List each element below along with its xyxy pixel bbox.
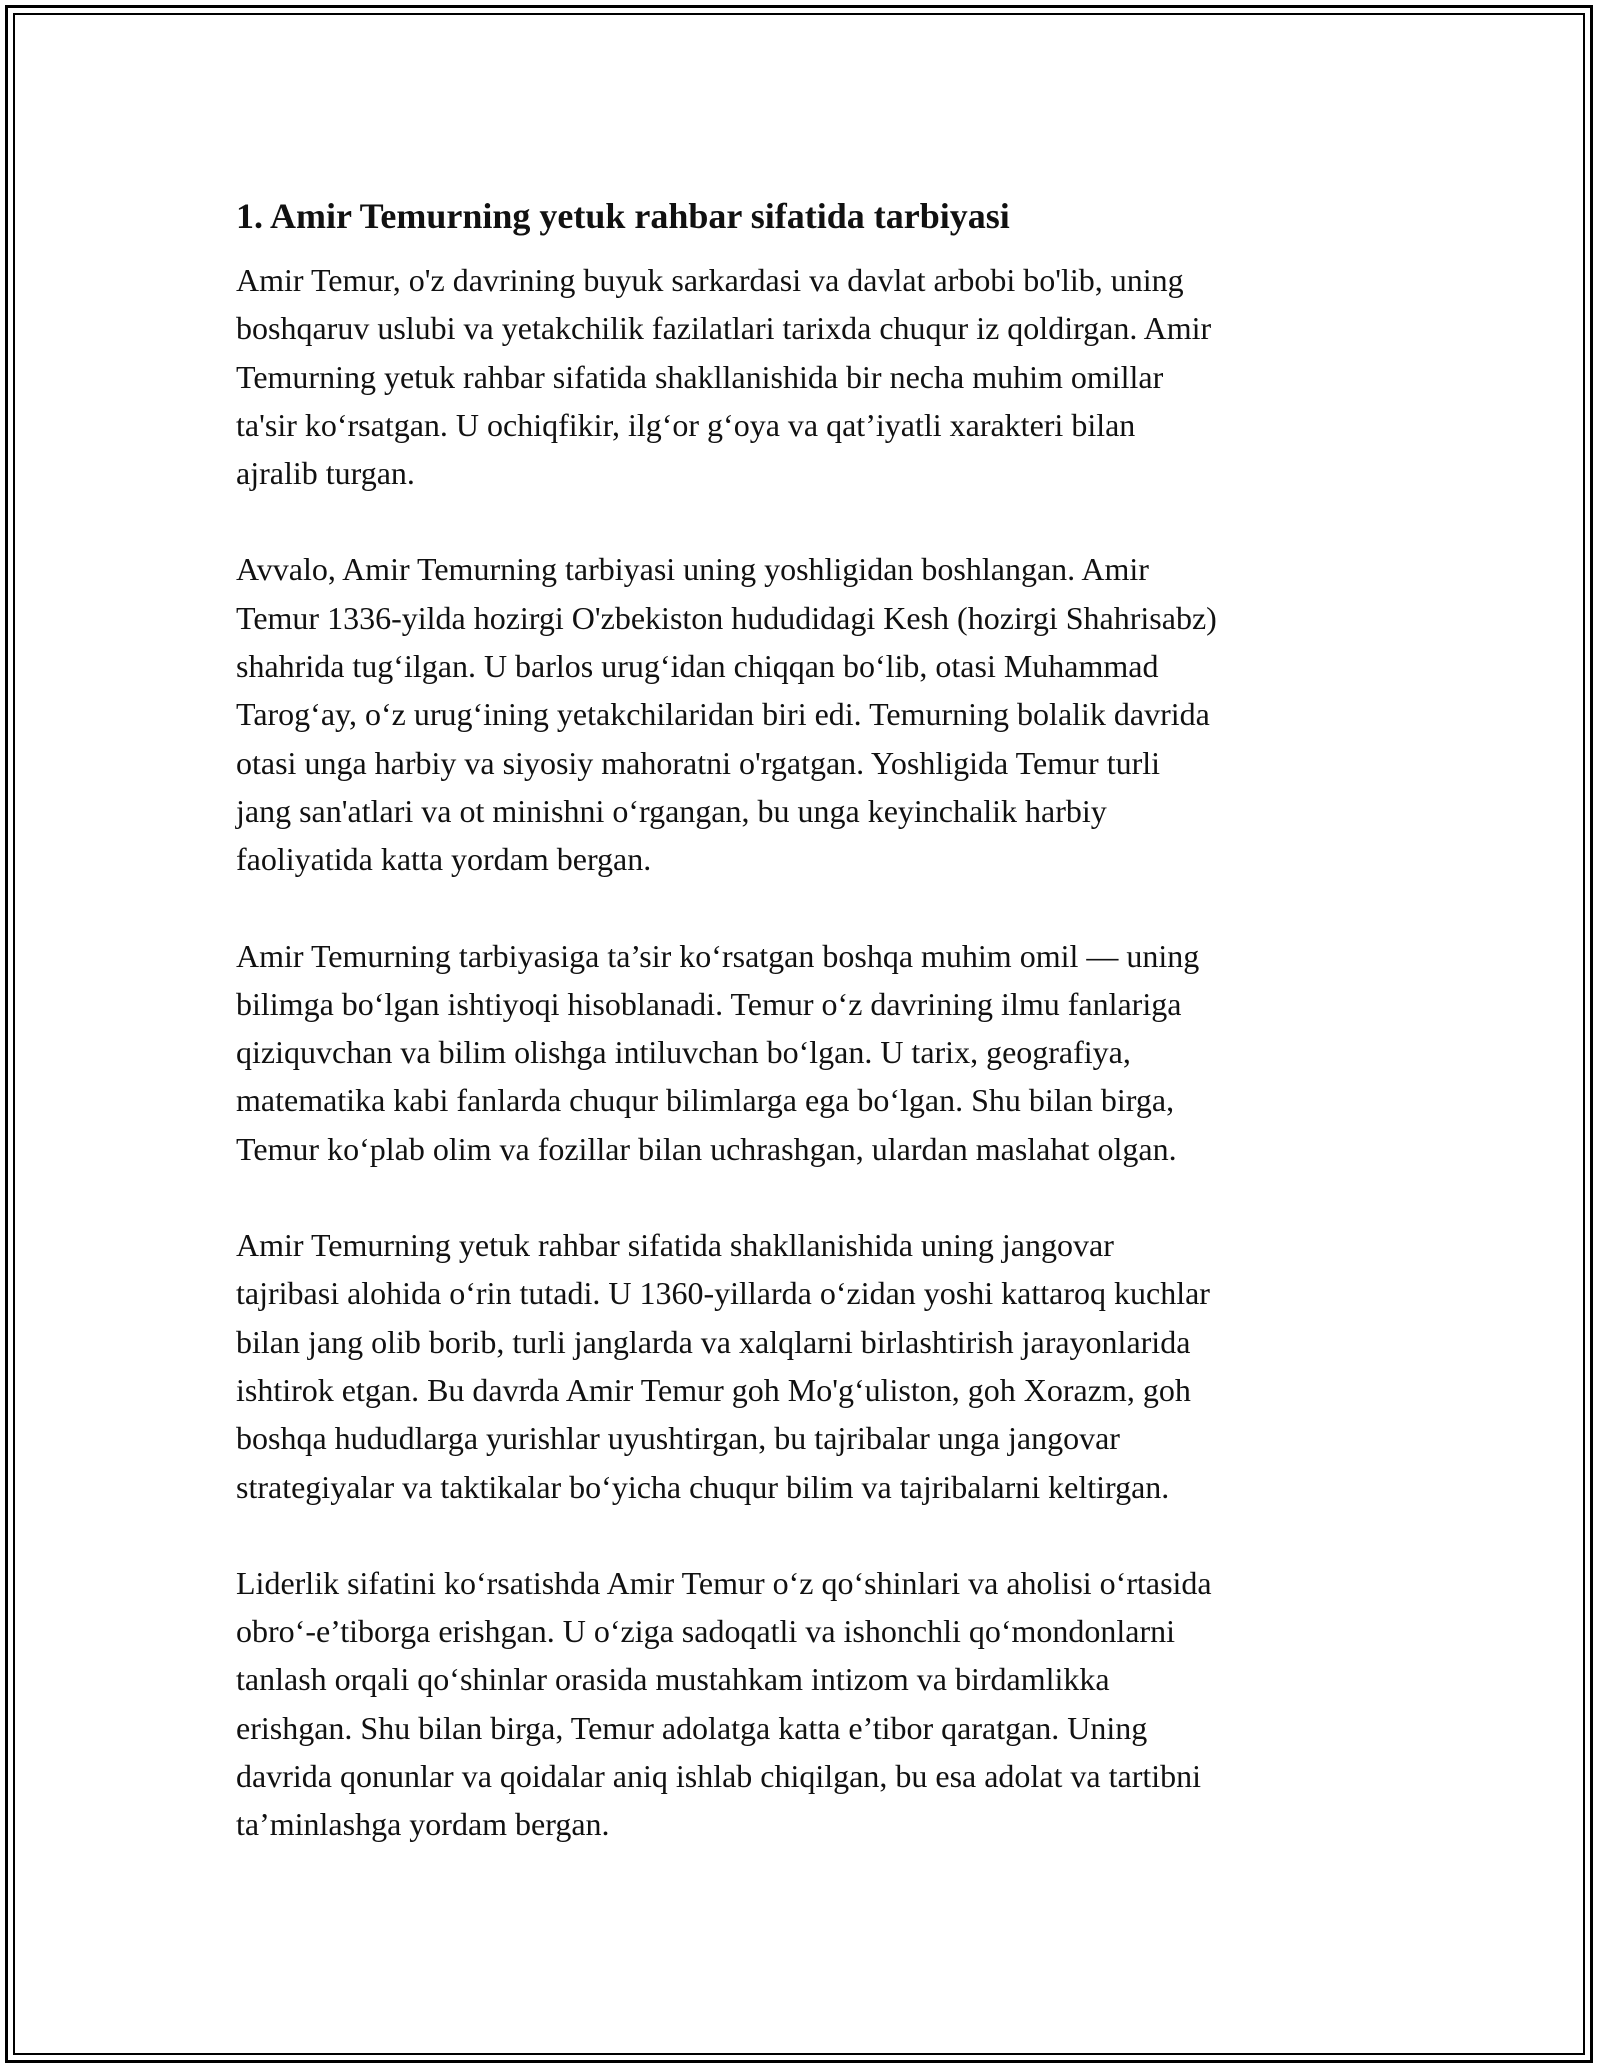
paragraph-4: Amir Temurning yetuk rahbar sifatida shakllanishida uning jangovar tajribasi alohida o‘rin tutadi. U 1360-yillarda o‘zidan yoshi kattaroq kuchlar bilan jang olib borib, turli janglarda va xalqlarni birlashtirish jarayonlarida ishtirok etgan. Bu davrda Amir Temur goh Mo'g‘uliston, goh Xorazm, goh boshqa hududlarga yurishlar uyushtirgan, bu tajribalar unga jangovar strategiyalar va taktikalar bo‘yicha chuqur bilim va tajribalarni keltirgan.: [236, 1227, 1210, 1505]
paragraph-1: Amir Temur, o'z davrining buyuk sarkardasi va davlat arbobi bo'lib, uning boshqaruv uslubi va yetakchilik fazilatlari tarixda chuqur iz qoldirgan. Amir Temurning yetuk rahbar sifatida shakllanishida bir necha muhim omillar ta'sir ko‘rsatgan. U ochiqfikir, ilg‘or g‘oya va qat’iyatli xarakteri bilan ajralib turgan.: [236, 262, 1212, 492]
paragraph-2: Avvalo, Amir Temurning tarbiyasi uning yoshligidan boshlangan. Amir Temur 1336-yilda hozirgi O'zbekiston hududidagi Kesh (hozirgi Shahrisabz) shahrida tug‘ilgan. U barlos urug‘idan chiqqan bo‘lib, otasi Muhammad Tarog‘ay, o‘z urug‘ining yetakchilaridan biri edi. Temurning bolalik davrida otasi unga harbiy va siyosiy mahoratni o'rgatgan. Yoshligida Temur turli jang san'atlari va ot minishni o‘rgangan, bu unga keyinchalik harbiy faoliyatida katta yordam bergan.: [236, 551, 1217, 878]
paragraph-5: Liderlik sifatini ko‘rsatishda Amir Temur o‘z qo‘shinlari va aholisi o‘rtasida obro‘-e’tiborga erishgan. U o‘ziga sadoqatli va ishonchli qo‘mondonlarni tanlash orqali qo‘shinlar orasida mustahkam intizom va birdamlikka erishgan. Shu bilan birga, Temur adolatga katta e’tibor qaratgan. Uning davrida qonunlar va qoidalar aniq ishlab chiqilgan, bu esa adolat va tartibni ta’minlashga yordam bergan.: [236, 1564, 1212, 1843]
paragraph-3: Amir Temurning tarbiyasiga ta’sir ko‘rsatgan boshqa muhim omil — uning bilimga bo‘lgan ishtiyoqi hisoblanadi. Temur o‘z davrining ilmu fanlariga qiziquvchan va bilim olishga intiluvchan bo‘lgan. U tarix, geografiya, matematika kabi fanlarda chuqur bilimlarga ega bo‘lgan. Shu bilan birga, Temur ko‘plab olim va fozillar bilan uchrashgan, ulardan maslahat olgan.: [236, 937, 1200, 1167]
document-body: [236, 186, 1376, 1897]
section-heading: 1. Amir Temurning yetuk rahbar sifatida tarbiyasi: [236, 196, 1010, 236]
